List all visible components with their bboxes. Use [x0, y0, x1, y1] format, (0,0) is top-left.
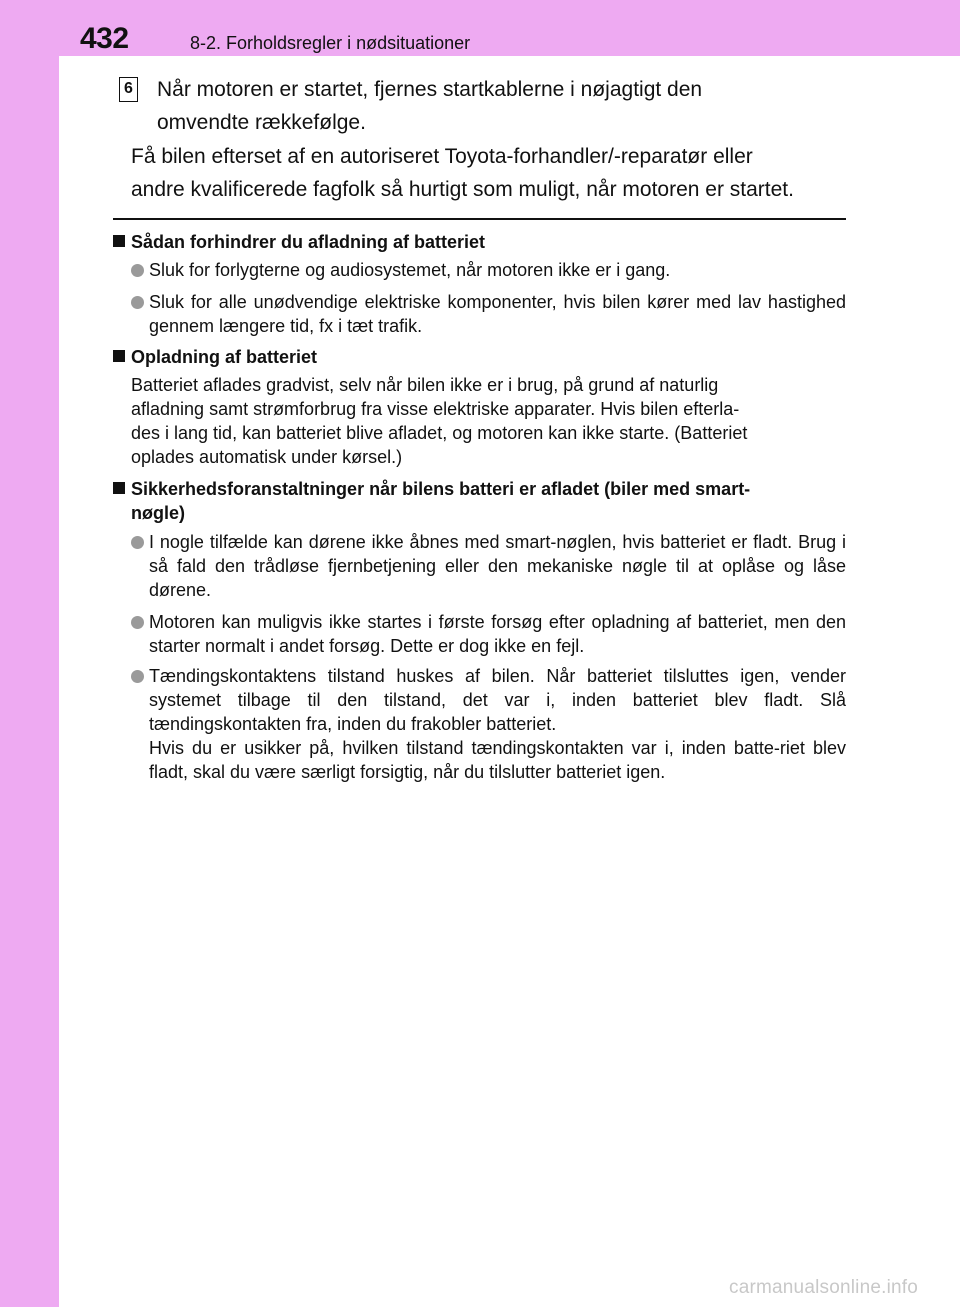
paragraph-line: Batteriet aflades gradvist, selv når bilen ikke er i brug, på grund af naturlig [131, 375, 719, 395]
paragraph-line: afladning samt strømforbrug fra visse elektriske apparater. Hvis bilen efterla- [131, 399, 740, 419]
section-title: 8-2. Forholdsregler i nødsituationer [190, 33, 471, 53]
circle-bullet-icon [131, 264, 144, 277]
charging-paragraph [131, 373, 840, 469]
list-item [131, 258, 846, 282]
step-text-line: omvendte rækkefølge. [157, 111, 366, 134]
circle-bullet-icon [131, 616, 144, 629]
paragraph-line: oplades automatisk under kørsel.) [131, 447, 403, 467]
heading-text: Opladning af batteriet [131, 347, 318, 367]
heading-text: Sikkerhedsforanstaltninger når bilens batteri er afladet (biler med smart- [131, 479, 751, 499]
step-text [157, 73, 840, 139]
heading-safety-precautions [113, 477, 846, 525]
service-note [131, 140, 840, 206]
paragraph-line: des i lang tid, kan batteriet blive afladet, og motoren kan ikke starte. (Batteriet [131, 423, 748, 443]
service-note-line: andre kvalificerede fagfolk så hurtigt som muligt, når motoren er startet. [131, 178, 794, 201]
heading-text: Sådan forhindrer du afladning af batteriet [131, 232, 486, 252]
list-item [131, 530, 846, 602]
square-bullet-icon [113, 235, 125, 247]
circle-bullet-icon [131, 536, 144, 549]
page-number: 432 [80, 22, 129, 55]
list-item-text: I nogle tilfælde kan dørene ikke åbnes med smart-nøglen, hvis batteriet er fladt. Brug i så fald den trådløse fjernbetjening eller den mekaniske nøgle til at oplåse og låse dørene. [149, 532, 846, 600]
watermark: carmanualsonline.info [729, 1277, 919, 1298]
list-item [131, 664, 846, 784]
heading-charging [113, 345, 317, 369]
list-item-text: Tændingskontaktens tilstand huskes af bilen. Når batteriet tilsluttes igen, vender systemet tilbage til den tilstand, det var i, inden batteriet blev fladt. Slå tændingskontakten fra, inden du frakobler batteriet. [149, 666, 846, 734]
list-item-text: Motoren kan muligvis ikke startes i første forsøg efter opladning af batteriet, men den starter normalt i andet forsøg. Dette er dog ikke en fejl. [149, 612, 846, 656]
side-tab-band [0, 0, 59, 1307]
square-bullet-icon [113, 482, 125, 494]
square-bullet-icon [113, 350, 125, 362]
circle-bullet-icon [131, 296, 144, 309]
list-item [131, 290, 846, 338]
heading-prevent-discharge [113, 230, 485, 254]
section-divider [113, 218, 846, 220]
service-note-line: Få bilen efterset af en autoriseret Toyota-forhandler/-reparatør eller [131, 145, 753, 168]
heading-text: nøgle) [131, 503, 185, 523]
step-text-line: Når motoren er startet, fjernes startkablerne i nøjagtigt den [157, 78, 703, 101]
list-item-text: Hvis du er usikker på, hvilken tilstand tændingskontakten var i, inden batte-riet blev fladt, skal du være særligt forsigtig, når du tilslutter batteriet igen. [149, 738, 846, 782]
list-item-text: Sluk for forlygterne og audiosystemet, når motoren ikke er i gang. [149, 260, 671, 280]
step-number-badge: 6 [119, 77, 138, 102]
list-item [131, 610, 846, 658]
list-item-text: Sluk for alle unødvendige elektriske komponenter, hvis bilen kører med lav hastighed gennem længere tid, fx i tæt trafik. [149, 292, 846, 336]
circle-bullet-icon [131, 670, 144, 683]
